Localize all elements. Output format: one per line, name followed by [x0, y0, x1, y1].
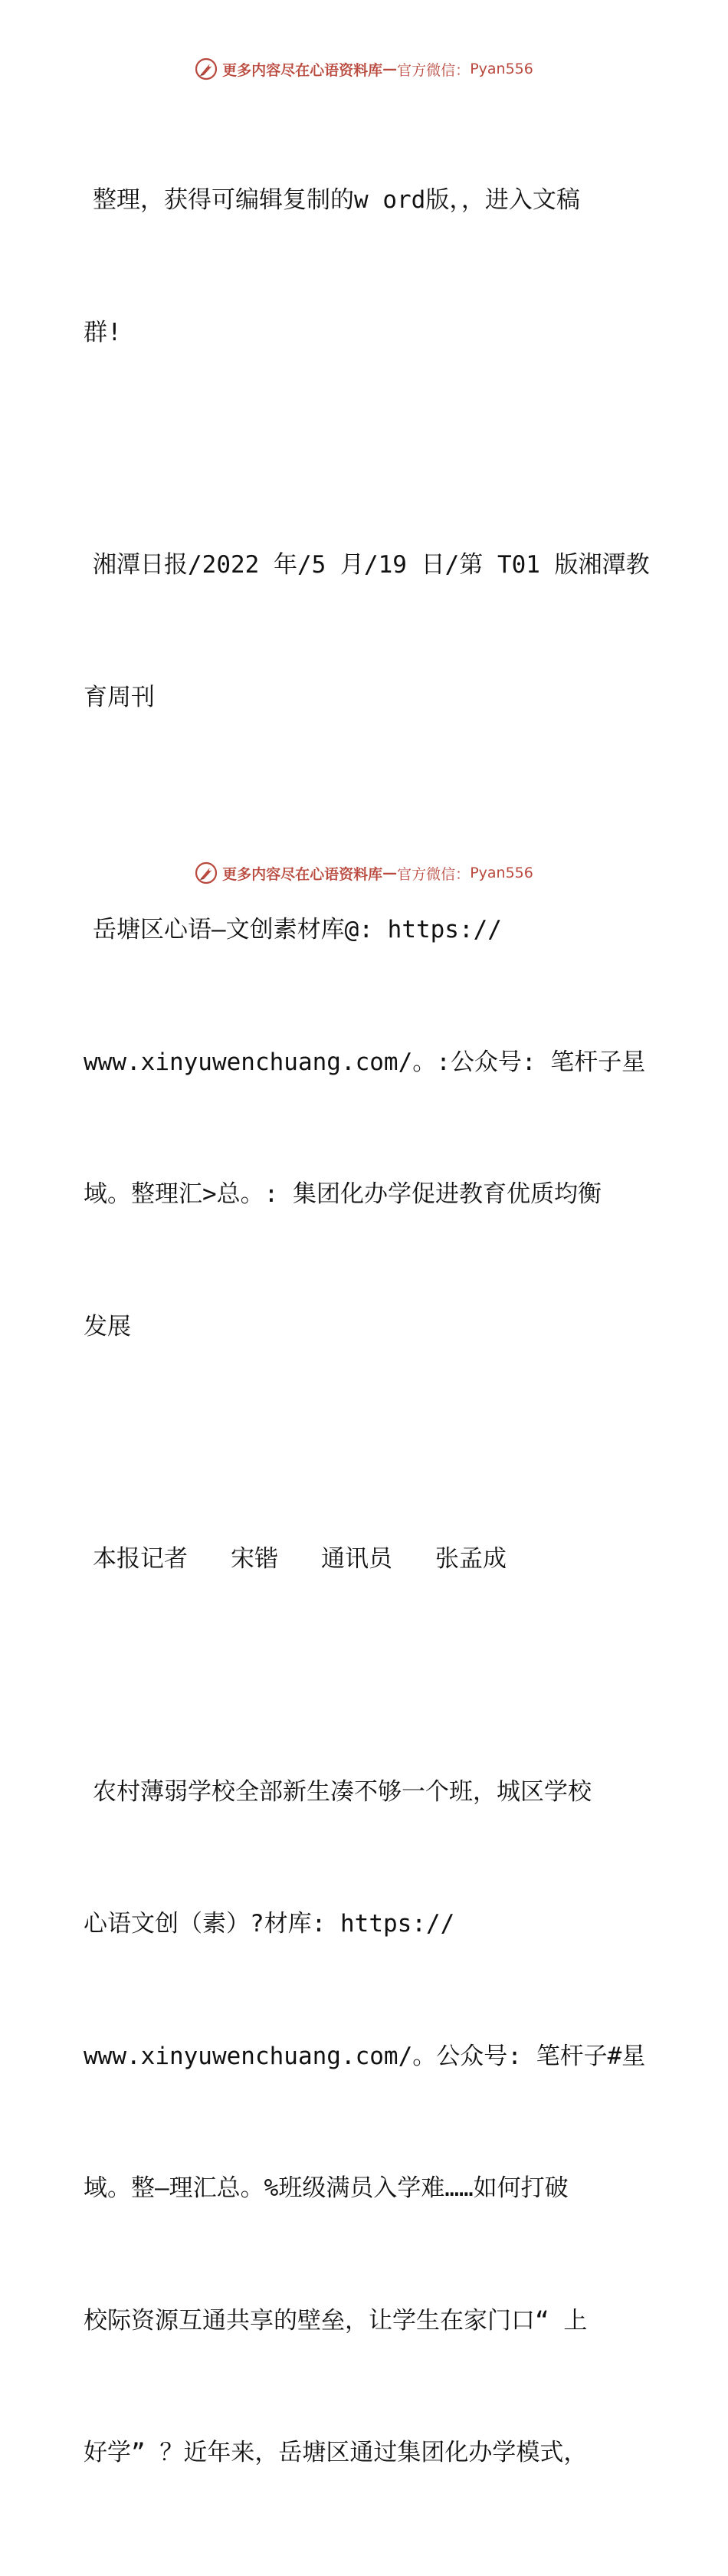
- footer-brand-text: 更多内容尽在心语资料库: [222, 865, 383, 883]
- paragraph-2: [74, 455, 657, 808]
- paragraph-4-line-1: 本报记者 宋锴 通讯员 张孟成: [93, 1545, 507, 1573]
- paragraph-2-line-2: 育周刊: [84, 683, 155, 711]
- paragraph-5-line-3: www.xinyuwenchuang.com/。公众号: 笔杆子#星: [84, 2042, 646, 2070]
- footer-wechat-account: Pyan556: [470, 865, 533, 881]
- footer-wechat-label: 官方微信：: [397, 865, 471, 883]
- paragraph-3: [74, 820, 657, 1437]
- paragraph-1: [74, 90, 657, 443]
- paragraph-5-line-2: 心语文创（素）?材库: https://: [84, 1910, 455, 1938]
- header-brand-text: 更多内容尽在心语资料库: [222, 61, 383, 79]
- paragraph-5-line-6: 好学” ？近年来，岳塘区通过集团化办学模式，: [84, 2439, 588, 2466]
- header-wechat-label: 官方微信：: [397, 61, 471, 79]
- document-body: [74, 90, 657, 2576]
- paragraph-3-line-3: 域。整理汇>总。: 集团化办学促进教育优质均衡: [84, 1180, 602, 1208]
- pen-nib-logo-icon: [195, 861, 218, 884]
- paragraph-3-line-2: www.xinyuwenchuang.com/。:公众号: 笔杆子星: [84, 1048, 646, 1076]
- paragraph-5-line-5: 校际资源互通共享的壁垒，让学生在家门口“ 上: [84, 2306, 588, 2335]
- pen-nib-logo-icon: [195, 57, 218, 80]
- paragraph-5: [74, 1682, 657, 2564]
- header-banner: [0, 54, 728, 84]
- header-wechat-account: Pyan556: [470, 61, 533, 77]
- footer-separator: —: [382, 865, 398, 881]
- paragraph-1-line-2: 群!: [84, 318, 122, 346]
- footer-banner: [0, 858, 728, 888]
- header-separator: —: [382, 61, 398, 77]
- paragraph-2-line-1: 湘潭日报/2022 年/5 月/19 日/第 T01 版湘潭教: [93, 551, 650, 579]
- paragraph-3-line-1: 岳塘区心语—文创素材库@: https://: [93, 916, 502, 943]
- paragraph-5-line-4: 域。整—理汇总。%班级满员入学难……如何打破: [84, 2174, 569, 2202]
- paragraph-4-byline: [74, 1449, 657, 1670]
- paragraph-3-line-4: 发展: [84, 1312, 131, 1341]
- paragraph-5-line-1: 农村薄弱学校全部新生凑不够一个班，城区学校: [93, 1777, 592, 1806]
- paragraph-1-line-1: 整理，获得可编辑复制的w ord版，，进入文稿: [93, 186, 580, 214]
